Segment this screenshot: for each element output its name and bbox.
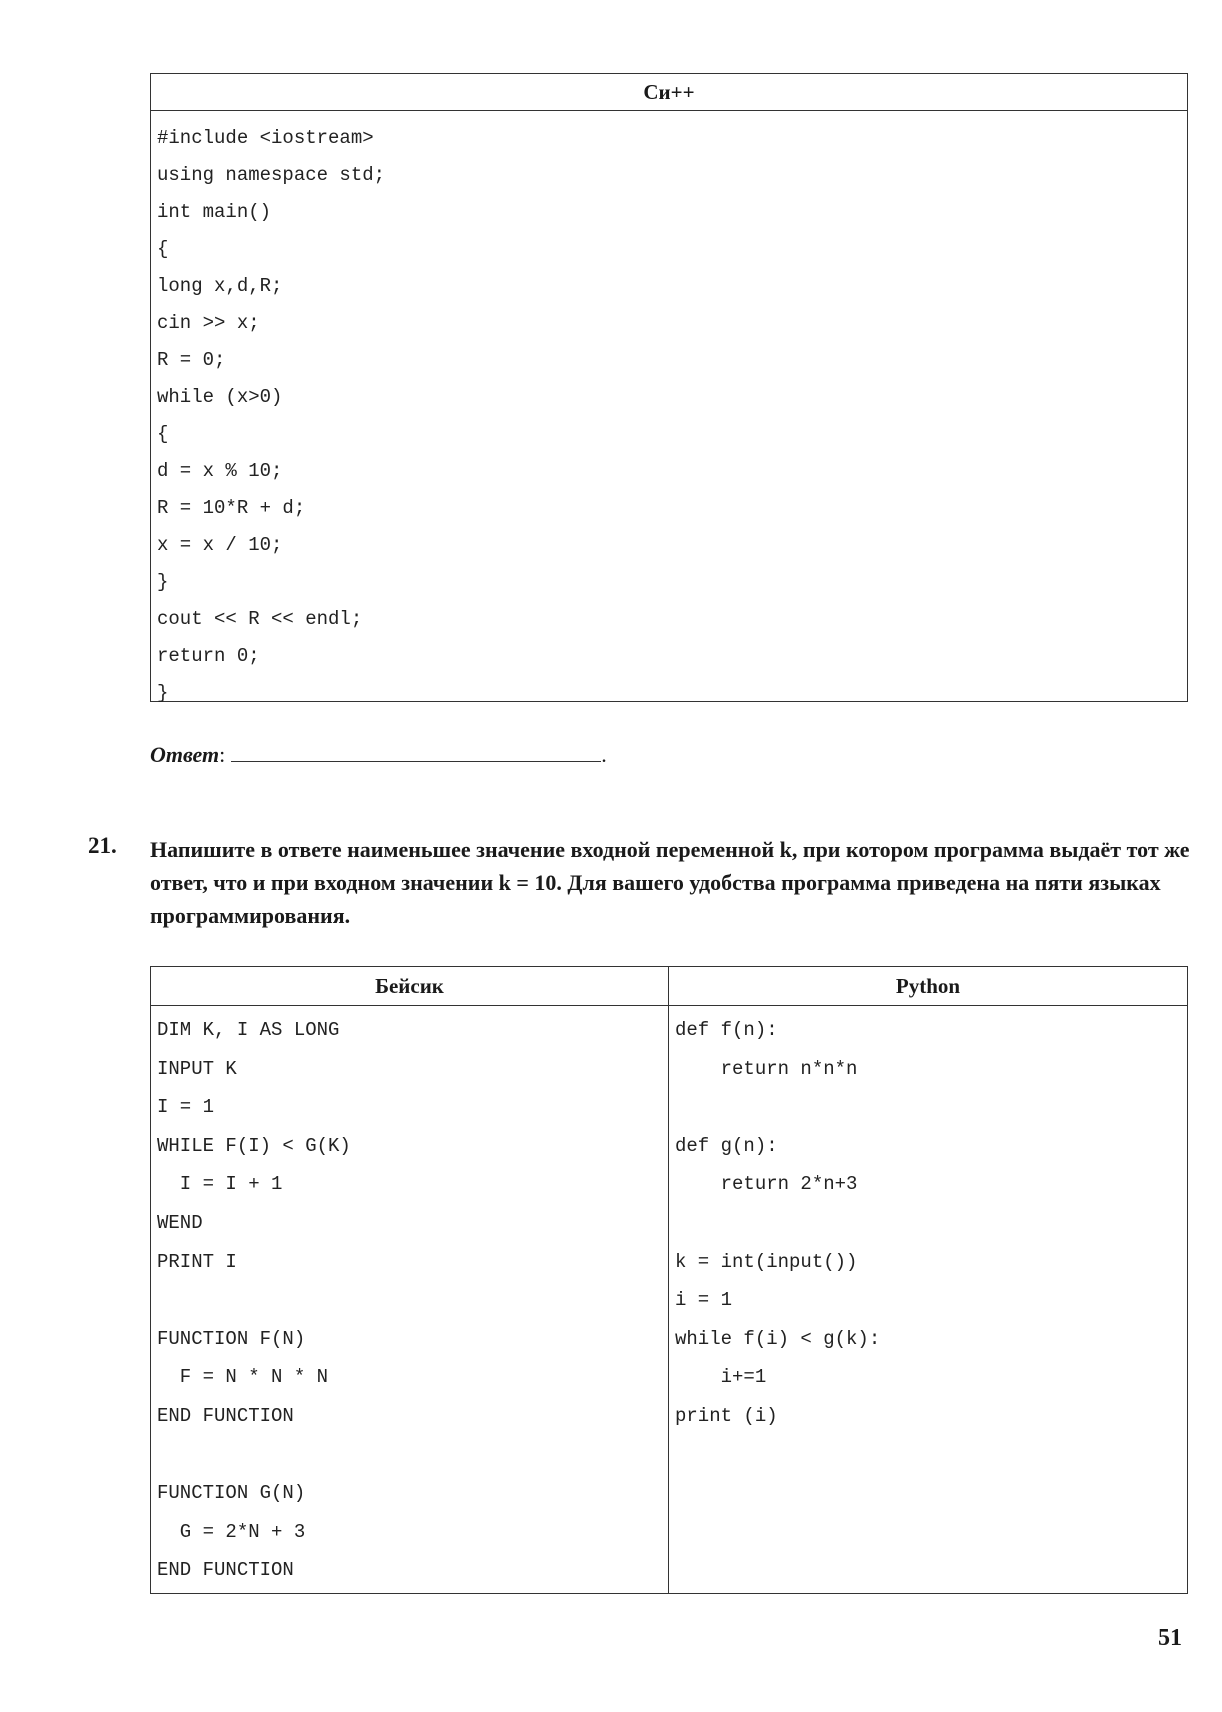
answer-line (150, 742, 607, 768)
code-line: cin >> x; (157, 312, 260, 334)
code-line: return n*n*n (675, 1057, 858, 1080)
cpp-code-box (150, 73, 1188, 702)
code-line: R = 10*R + d; (157, 497, 306, 519)
basic-code (151, 1006, 668, 1590)
code-line: FUNCTION G(N) (157, 1482, 306, 1505)
question-number: 21. (88, 833, 117, 858)
code-line: k = int(input()) (675, 1250, 858, 1273)
program-table (150, 966, 1188, 1594)
code-line: cout << R << endl; (157, 608, 363, 630)
code-line: using namespace std; (157, 164, 386, 186)
code-line: F = N * N * N (157, 1366, 329, 1389)
answer-label: Ответ (150, 742, 220, 767)
code-line (157, 1281, 668, 1320)
cpp-code (151, 111, 1187, 712)
code-line: while f(i) < g(k): (675, 1327, 881, 1350)
cpp-title: Си++ (151, 74, 1187, 111)
code-line: PRINT I (157, 1250, 237, 1273)
python-column (669, 967, 1187, 1593)
code-line: while (x>0) (157, 386, 283, 408)
answer-end: . (601, 742, 607, 767)
code-line: { (157, 238, 169, 260)
code-line (157, 1436, 668, 1475)
python-title: Python (669, 967, 1187, 1006)
code-line: def f(n): (675, 1019, 778, 1041)
code-line: return 0; (157, 645, 260, 667)
code-line: G = 2*N + 3 (157, 1520, 306, 1543)
code-line: R = 0; (157, 349, 226, 371)
code-line: INPUT K (157, 1057, 237, 1080)
code-line: i = 1 (675, 1289, 733, 1312)
code-line: i+=1 (675, 1366, 767, 1389)
code-line: d = x % 10; (157, 460, 283, 482)
code-line: } (157, 571, 169, 593)
basic-title: Бейсик (151, 967, 668, 1006)
answer-blank[interactable] (231, 743, 601, 762)
code-line: I = I + 1 (157, 1173, 283, 1196)
page-number: 51 (1158, 1625, 1182, 1651)
code-line: x = x / 10; (157, 534, 283, 556)
code-line: #include <iostream> (157, 127, 374, 149)
question-text: Напишите в ответе наименьшее значение входной переменной k, при котором программа выдаёт тот же ответ, что и при входном значении k = 10. Для вашего удобства программа приведена на пяти языках программирования. (150, 837, 1190, 928)
code-line: long x,d,R; (157, 275, 283, 297)
code-line: int main() (157, 201, 272, 223)
code-line (675, 1088, 1187, 1127)
code-line: { (157, 423, 169, 445)
code-line: WEND (157, 1211, 203, 1234)
code-line: FUNCTION F(N) (157, 1327, 306, 1350)
code-line: print (i) (675, 1404, 778, 1427)
code-line: I = 1 (157, 1096, 215, 1119)
code-line: WHILE F(I) < G(K) (157, 1134, 351, 1157)
code-line (675, 1204, 1187, 1243)
code-line: DIM K, I AS LONG (157, 1019, 340, 1041)
code-line: return 2*n+3 (675, 1173, 858, 1196)
python-code (669, 1006, 1187, 1436)
code-line: } (157, 682, 169, 704)
code-line: END FUNCTION (157, 1404, 294, 1427)
code-line: def g(n): (675, 1134, 778, 1157)
answer-colon: : (219, 742, 226, 767)
code-line: END FUNCTION (157, 1559, 294, 1582)
basic-column (151, 967, 669, 1593)
